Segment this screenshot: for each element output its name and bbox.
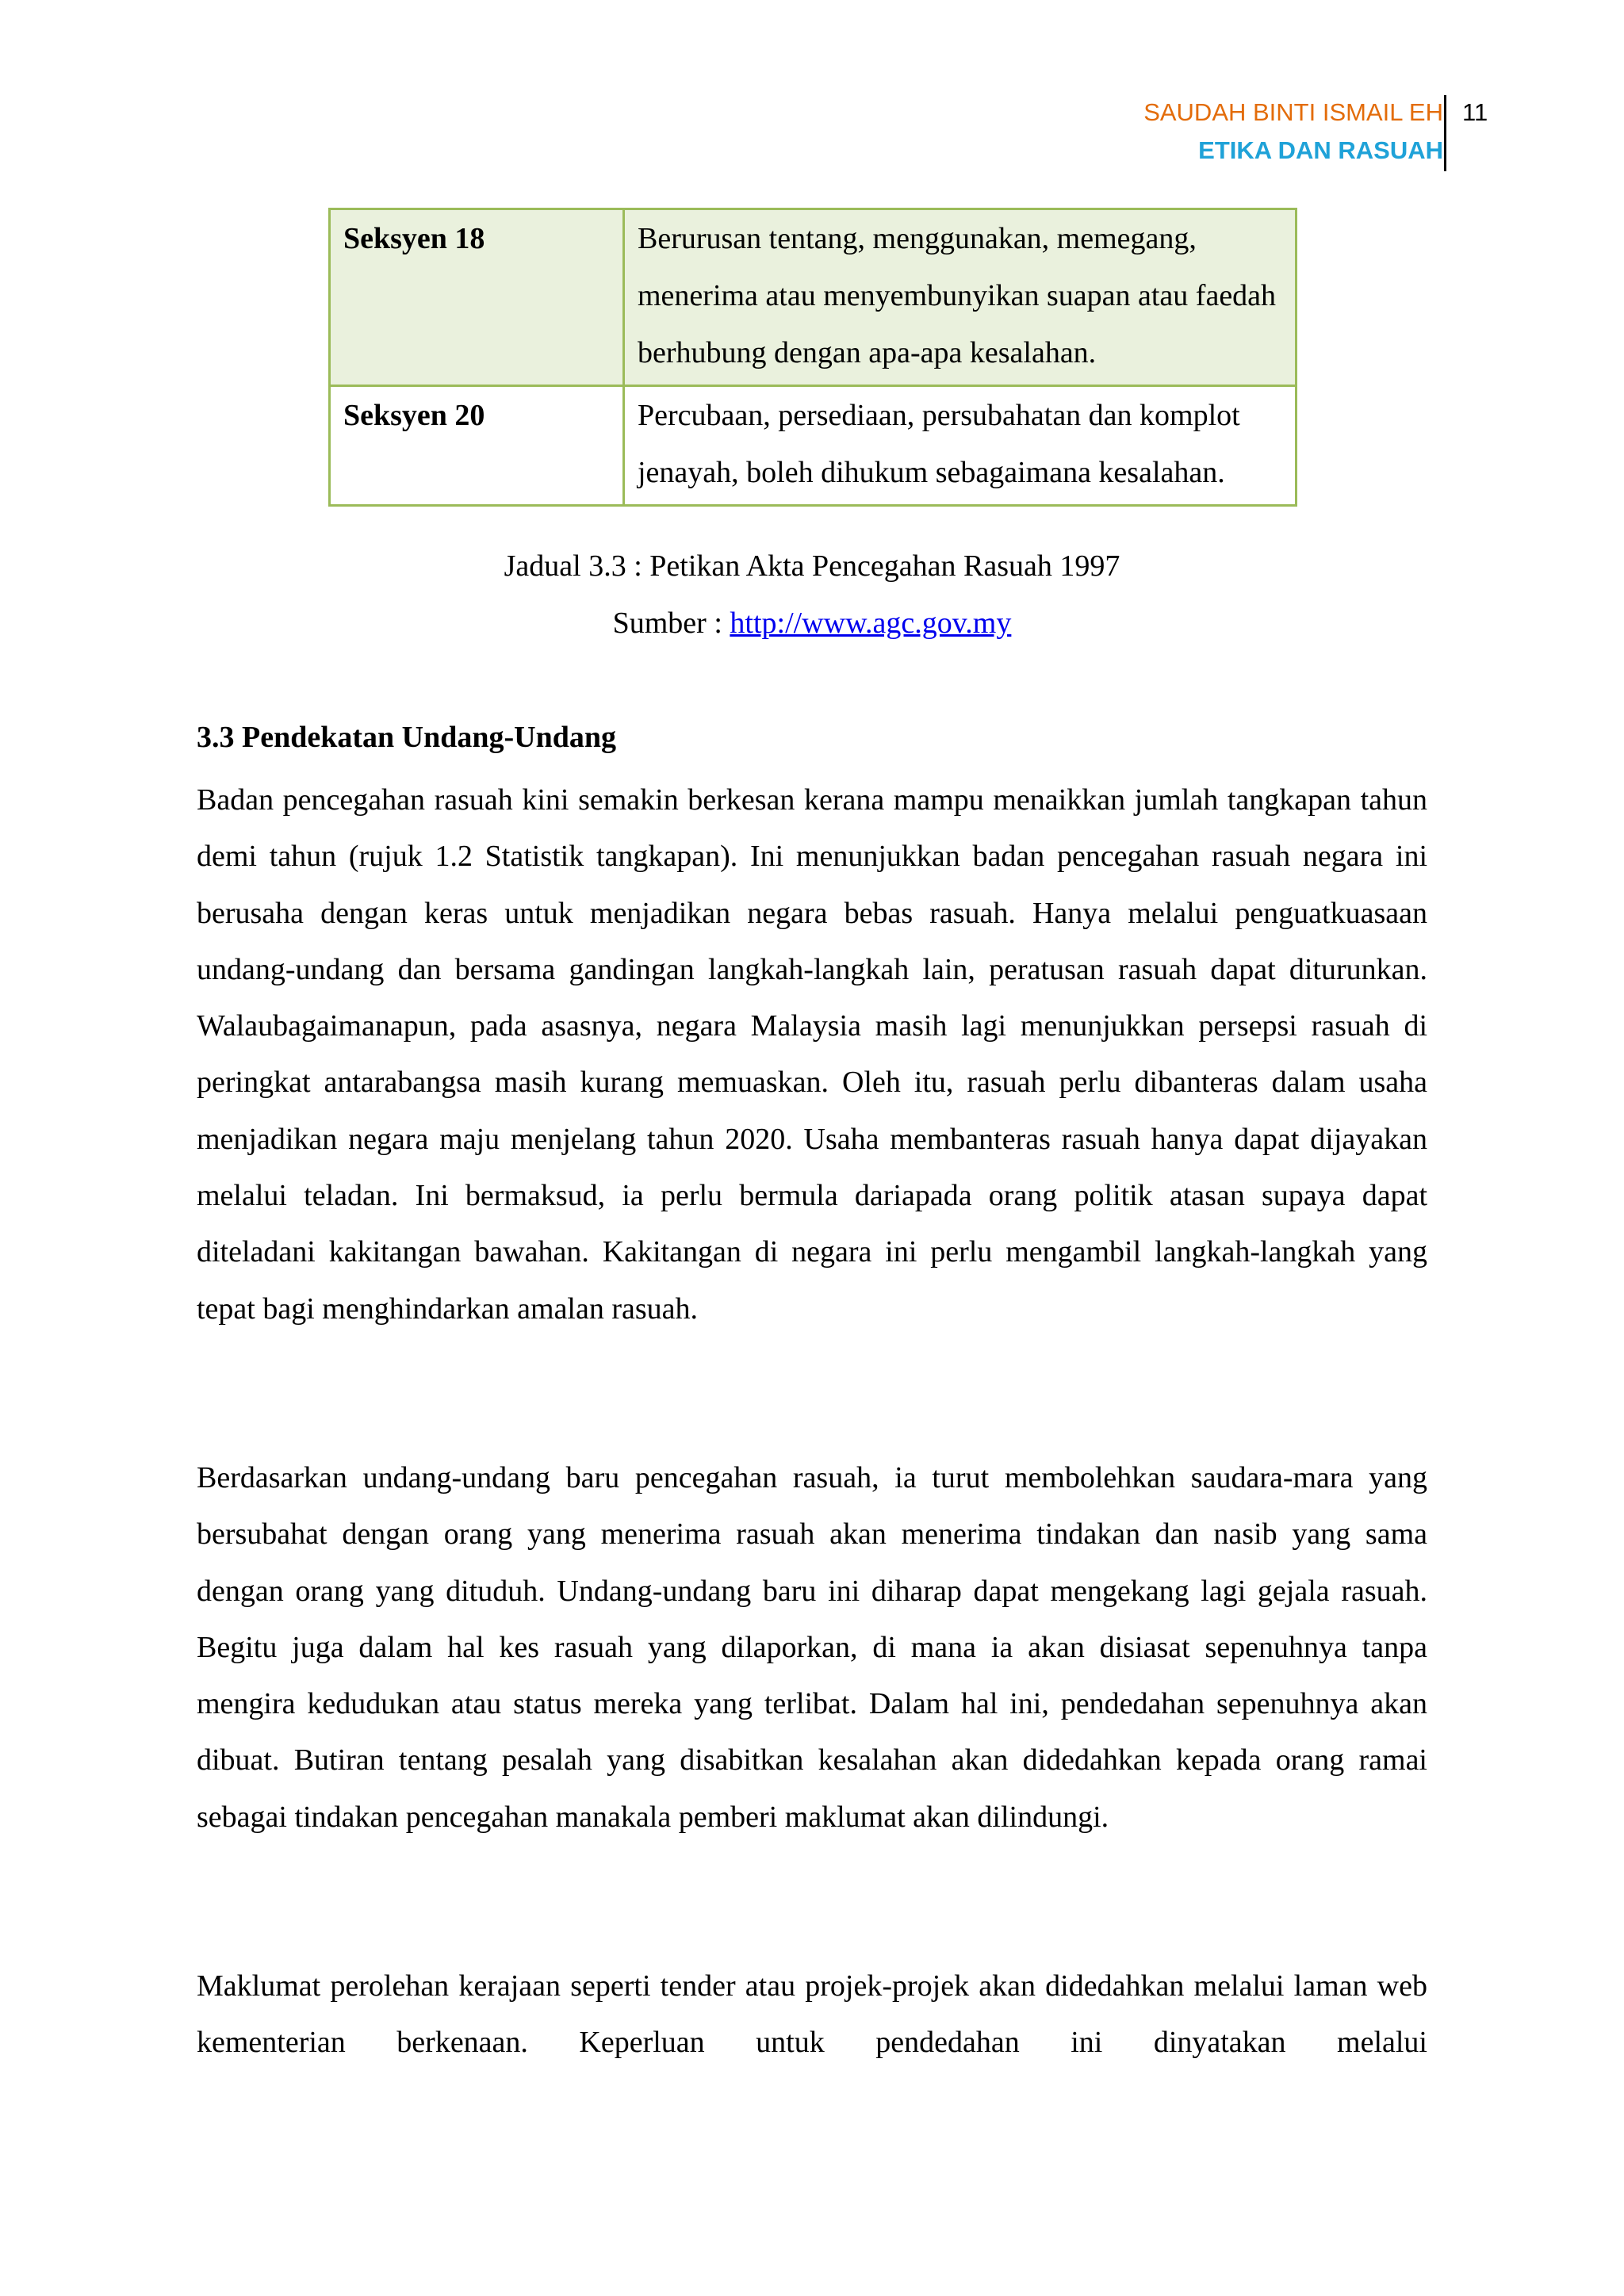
page-header xyxy=(1143,94,1443,170)
section-cell: Seksyen 20 xyxy=(330,386,624,506)
body-paragraph: Badan pencegahan rasuah kini semakin berkesan kerana mampu menaikkan jumlah tangkapan tahun demi tahun (rujuk 1.2 Statistik tangkapan). Ini menunjukkan badan pencegahan rasuah negara ini berusaha dengan keras untuk menjadikan negara bebas rasuah. Hanya melalui penguatkuasaan undang-undang dan bersama gandingan langkah-langkah lain, peratusan rasuah dapat diturunkan. Walaubagaimanapun, pada asasnya, negara Malaysia masih lagi menunjukkan persepsi rasuah di peringkat antarabangsa masih kurang memuaskan. Oleh itu, rasuah perlu dibanteras dalam usaha menjadikan negara maju menjelang tahun 2020. Usaha membanteras rasuah hanya dapat dijayakan melalui teladan. Ini bermaksud, ia perlu bermula dariapada orang politik atasan supaya dapat diteladani kakitangan bawahan. Kakitangan di negara ini perlu mengambil langkah-langkah yang tepat bagi menghindarkan amalan rasuah. xyxy=(197,783,1427,1326)
description-cell: Percubaan, persediaan, persubahatan dan komplot jenayah, boleh dihukum sebagaimana kesalahan. xyxy=(624,386,1297,506)
table-row xyxy=(330,209,1297,386)
body-paragraph: Maklumat perolehan kerajaan seperti tender atau projek-projek akan didedahkan melalui laman web kementerian berkenaan. Keperluan untuk pendedahan ini dinyatakan melalui xyxy=(197,1969,1427,2060)
body-paragraph: Berdasarkan undang-undang baru pencegahan rasuah, ia turut membolehkan saudara-mara yang bersubahat dengan orang yang menerima rasuah akan menerima tindakan dan nasib yang sama dengan orang yang dituduh. Undang-undang baru ini diharap dapat mengekang lagi gejala rasuah. Begitu juga dalam hal kes rasuah yang dilaporkan, di mana ia akan disiasat sepenuhnya tanpa mengira kedudukan atau status mereka yang terlibat. Dalam hal ini, pendedahan sepenuhnya akan dibuat. Butiran tentang pesalah yang disabitkan kesalahan akan didedahkan kepada orang ramai sebagai tindakan pencegahan manakala pemberi maklumat akan dilindungi. xyxy=(197,1461,1427,1834)
description-cell: Berurusan tentang, menggunakan, memegang, menerima atau menyembunyikan suapan atau faedah berhubung dengan apa-apa kesalahan. xyxy=(624,209,1297,386)
header-divider xyxy=(1444,95,1446,171)
table-caption: Jadual 3.3 : Petikan Akta Pencegahan Rasuah 1997 xyxy=(504,549,1120,583)
act-excerpt-table xyxy=(328,208,1297,507)
table-row xyxy=(330,386,1297,506)
section-cell: Seksyen 18 xyxy=(330,209,624,386)
section-heading: 3.3 Pendekatan Undang-Undang xyxy=(197,721,616,754)
source-label: Sumber : xyxy=(612,607,730,640)
header-subject: ETIKA DAN RASUAH xyxy=(1198,136,1443,164)
table-source xyxy=(0,606,1624,641)
header-author: SAUDAH BINTI ISMAIL EH xyxy=(1143,98,1443,126)
source-link[interactable]: http://www.agc.gov.my xyxy=(730,607,1012,640)
page-number: 11 xyxy=(1462,98,1488,126)
